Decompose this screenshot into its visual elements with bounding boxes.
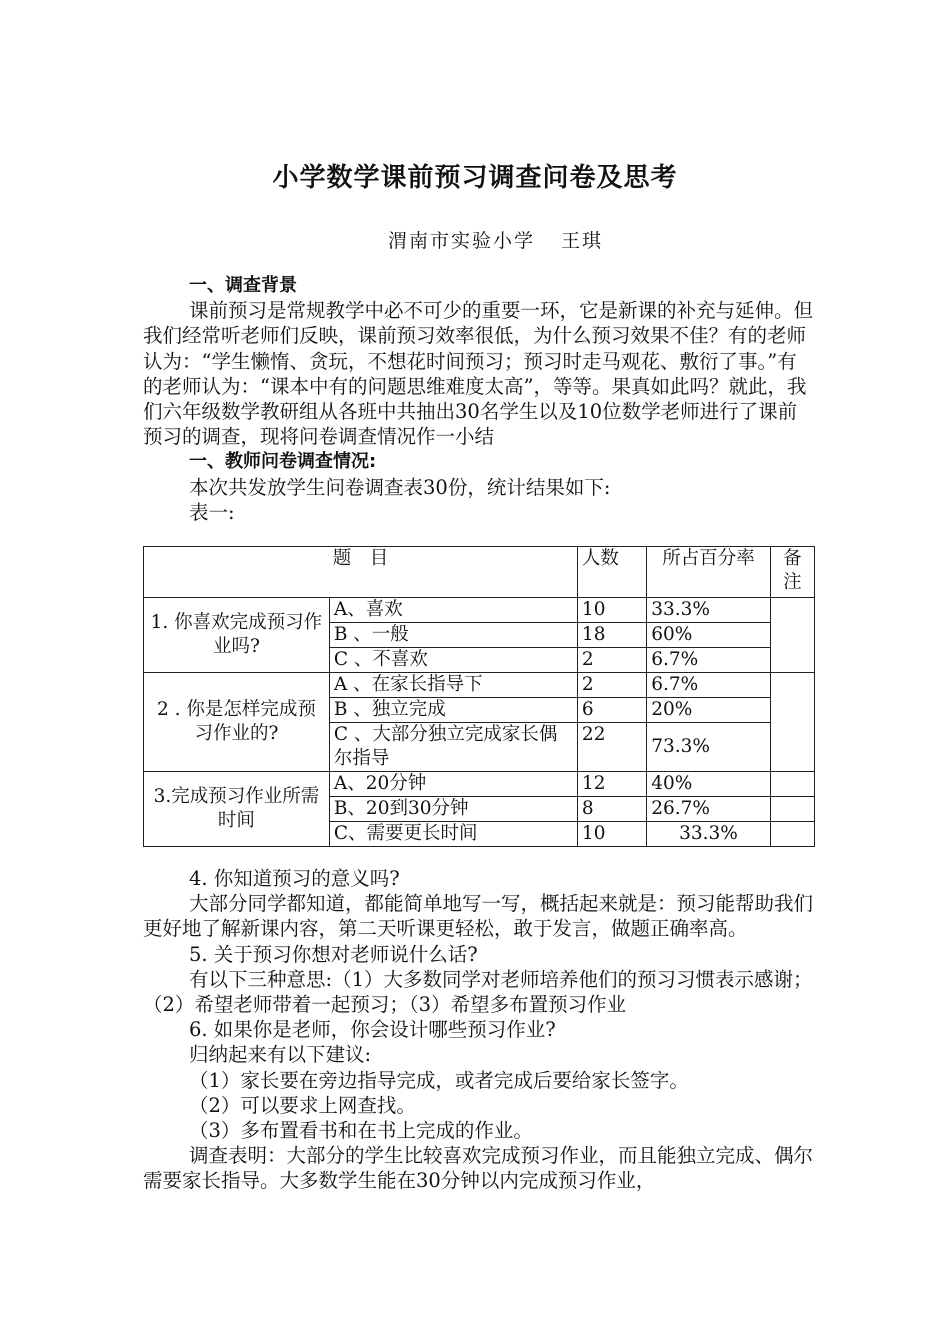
count-cell: 10 xyxy=(577,598,646,623)
option-cell: A、喜欢 xyxy=(329,598,577,623)
table-row xyxy=(144,598,815,623)
count-cell: 12 xyxy=(577,772,646,797)
count-cell: 8 xyxy=(577,797,646,822)
author-line xyxy=(388,226,603,253)
header-percent: 所占百分率 xyxy=(647,547,771,598)
option-cell: C、需要更长时间 xyxy=(329,822,577,847)
option-cell: B 、独立完成 xyxy=(329,698,577,723)
section-heading-teacher-survey: 一、教师问卷调查情况: xyxy=(189,451,377,473)
percent-cell: 33.3% xyxy=(647,822,771,847)
count-cell: 2 xyxy=(577,673,646,698)
question-4: 4. 你知道预习的意义吗? xyxy=(189,867,400,890)
percent-cell: 33.3% xyxy=(647,598,771,623)
option-cell: A 、在家长指导下 xyxy=(329,673,577,698)
table-header-row xyxy=(144,547,815,598)
count-cell: 22 xyxy=(577,723,646,772)
table-label: 表一: xyxy=(189,500,235,524)
author-name: 王琪 xyxy=(561,230,604,252)
count-cell: 6 xyxy=(577,698,646,723)
question-6: 6. 如果你是老师，你会设计哪些预习作业? xyxy=(189,1018,556,1042)
survey-intro: 本次共发放学生问卷调查表30份，统计结果如下: xyxy=(189,475,611,499)
header-topic: 题 目 xyxy=(144,547,578,598)
question-5-answer: 有以下三种意思:（1）大多数同学对老师培养他们的预习习惯表示感谢；（2）希望老师带着一起预习；（3）希望多布置预习作业 xyxy=(143,967,813,1017)
question-cell: 1. 你喜欢完成预习作业吗? xyxy=(144,598,330,673)
note-cell xyxy=(770,797,814,822)
note-cell xyxy=(770,822,814,847)
option-cell: C 、大部分独立完成家长偶尔指导 xyxy=(329,723,577,772)
question-4-answer: 大部分同学都知道，都能简单地写一写，概括起来就是：预习能帮助我们更好地了解新课内容，第二天听课更轻松，敢于发言，做题正确率高。 xyxy=(143,892,814,941)
option-cell: B 、一般 xyxy=(329,623,577,648)
survey-findings xyxy=(143,866,813,1194)
question-6-intro: 归纳起来有以下建议: xyxy=(189,1043,372,1067)
count-cell: 10 xyxy=(577,822,646,847)
author-school: 渭南市实验小学 xyxy=(388,230,536,252)
conclusion-paragraph: 调查表明：大部分的学生比较喜欢完成预习作业，而且能独立完成、偶尔需要家长指导。大多数学生能在30分钟以内完成预习作业， xyxy=(143,1144,814,1193)
suggestion-item: （3）多布置看书和在书上完成的作业。 xyxy=(189,1119,533,1143)
percent-cell: 73.3% xyxy=(647,723,771,772)
header-count: 人数 xyxy=(577,547,646,598)
section-background xyxy=(143,273,813,525)
note-cell xyxy=(770,772,814,797)
option-cell: C 、不喜欢 xyxy=(329,648,577,673)
count-cell: 2 xyxy=(577,648,646,673)
survey-table xyxy=(143,546,815,847)
suggestion-item: （2）可以要求上网查找。 xyxy=(189,1093,416,1117)
note-cell xyxy=(770,598,814,673)
percent-cell: 6.7% xyxy=(647,673,771,698)
percent-cell: 26.7% xyxy=(647,797,771,822)
option-cell: B、20到30分钟 xyxy=(329,797,577,822)
note-cell xyxy=(770,673,814,772)
count-cell: 18 xyxy=(577,623,646,648)
background-paragraph: 课前预习是常规教学中必不可少的重要一环，它是新课的补充与延伸。但我们经常听老师们反映，课前预习效率很低，为什么预习效果不佳？有的老师认为：“学生懒惰、贪玩，不想花时间预习；预习时走马观花、敷衍了事。”有的老师认为：“课本中有的问题思维难度太高”，等等。果真如此吗？就此，我们六年级数学教研组从各班中共抽出30名学生以及10位数学老师进行了课前预习的调查，现将问卷调查情况作一小结 xyxy=(143,299,814,449)
table-row xyxy=(144,772,815,797)
page-title: 小学数学课前预习调查问卷及思考 xyxy=(272,163,678,193)
percent-cell: 40% xyxy=(647,772,771,797)
section-heading-background: 一、调查背景 xyxy=(189,275,297,296)
header-note: 备注 xyxy=(770,547,814,598)
question-cell: 2 . 你是怎样完成预习作业的? xyxy=(144,673,330,772)
question-5: 5. 关于预习你想对老师说什么话? xyxy=(189,942,478,966)
question-cell: 3.完成预习作业所需时间 xyxy=(144,772,330,847)
suggestion-item: （1）家长要在旁边指导完成，或者完成后要给家长签字。 xyxy=(189,1068,689,1092)
percent-cell: 6.7% xyxy=(647,648,771,673)
table-row xyxy=(144,673,815,698)
percent-cell: 20% xyxy=(647,698,771,723)
option-cell: A、20分钟 xyxy=(329,772,577,797)
percent-cell: 60% xyxy=(647,623,771,648)
